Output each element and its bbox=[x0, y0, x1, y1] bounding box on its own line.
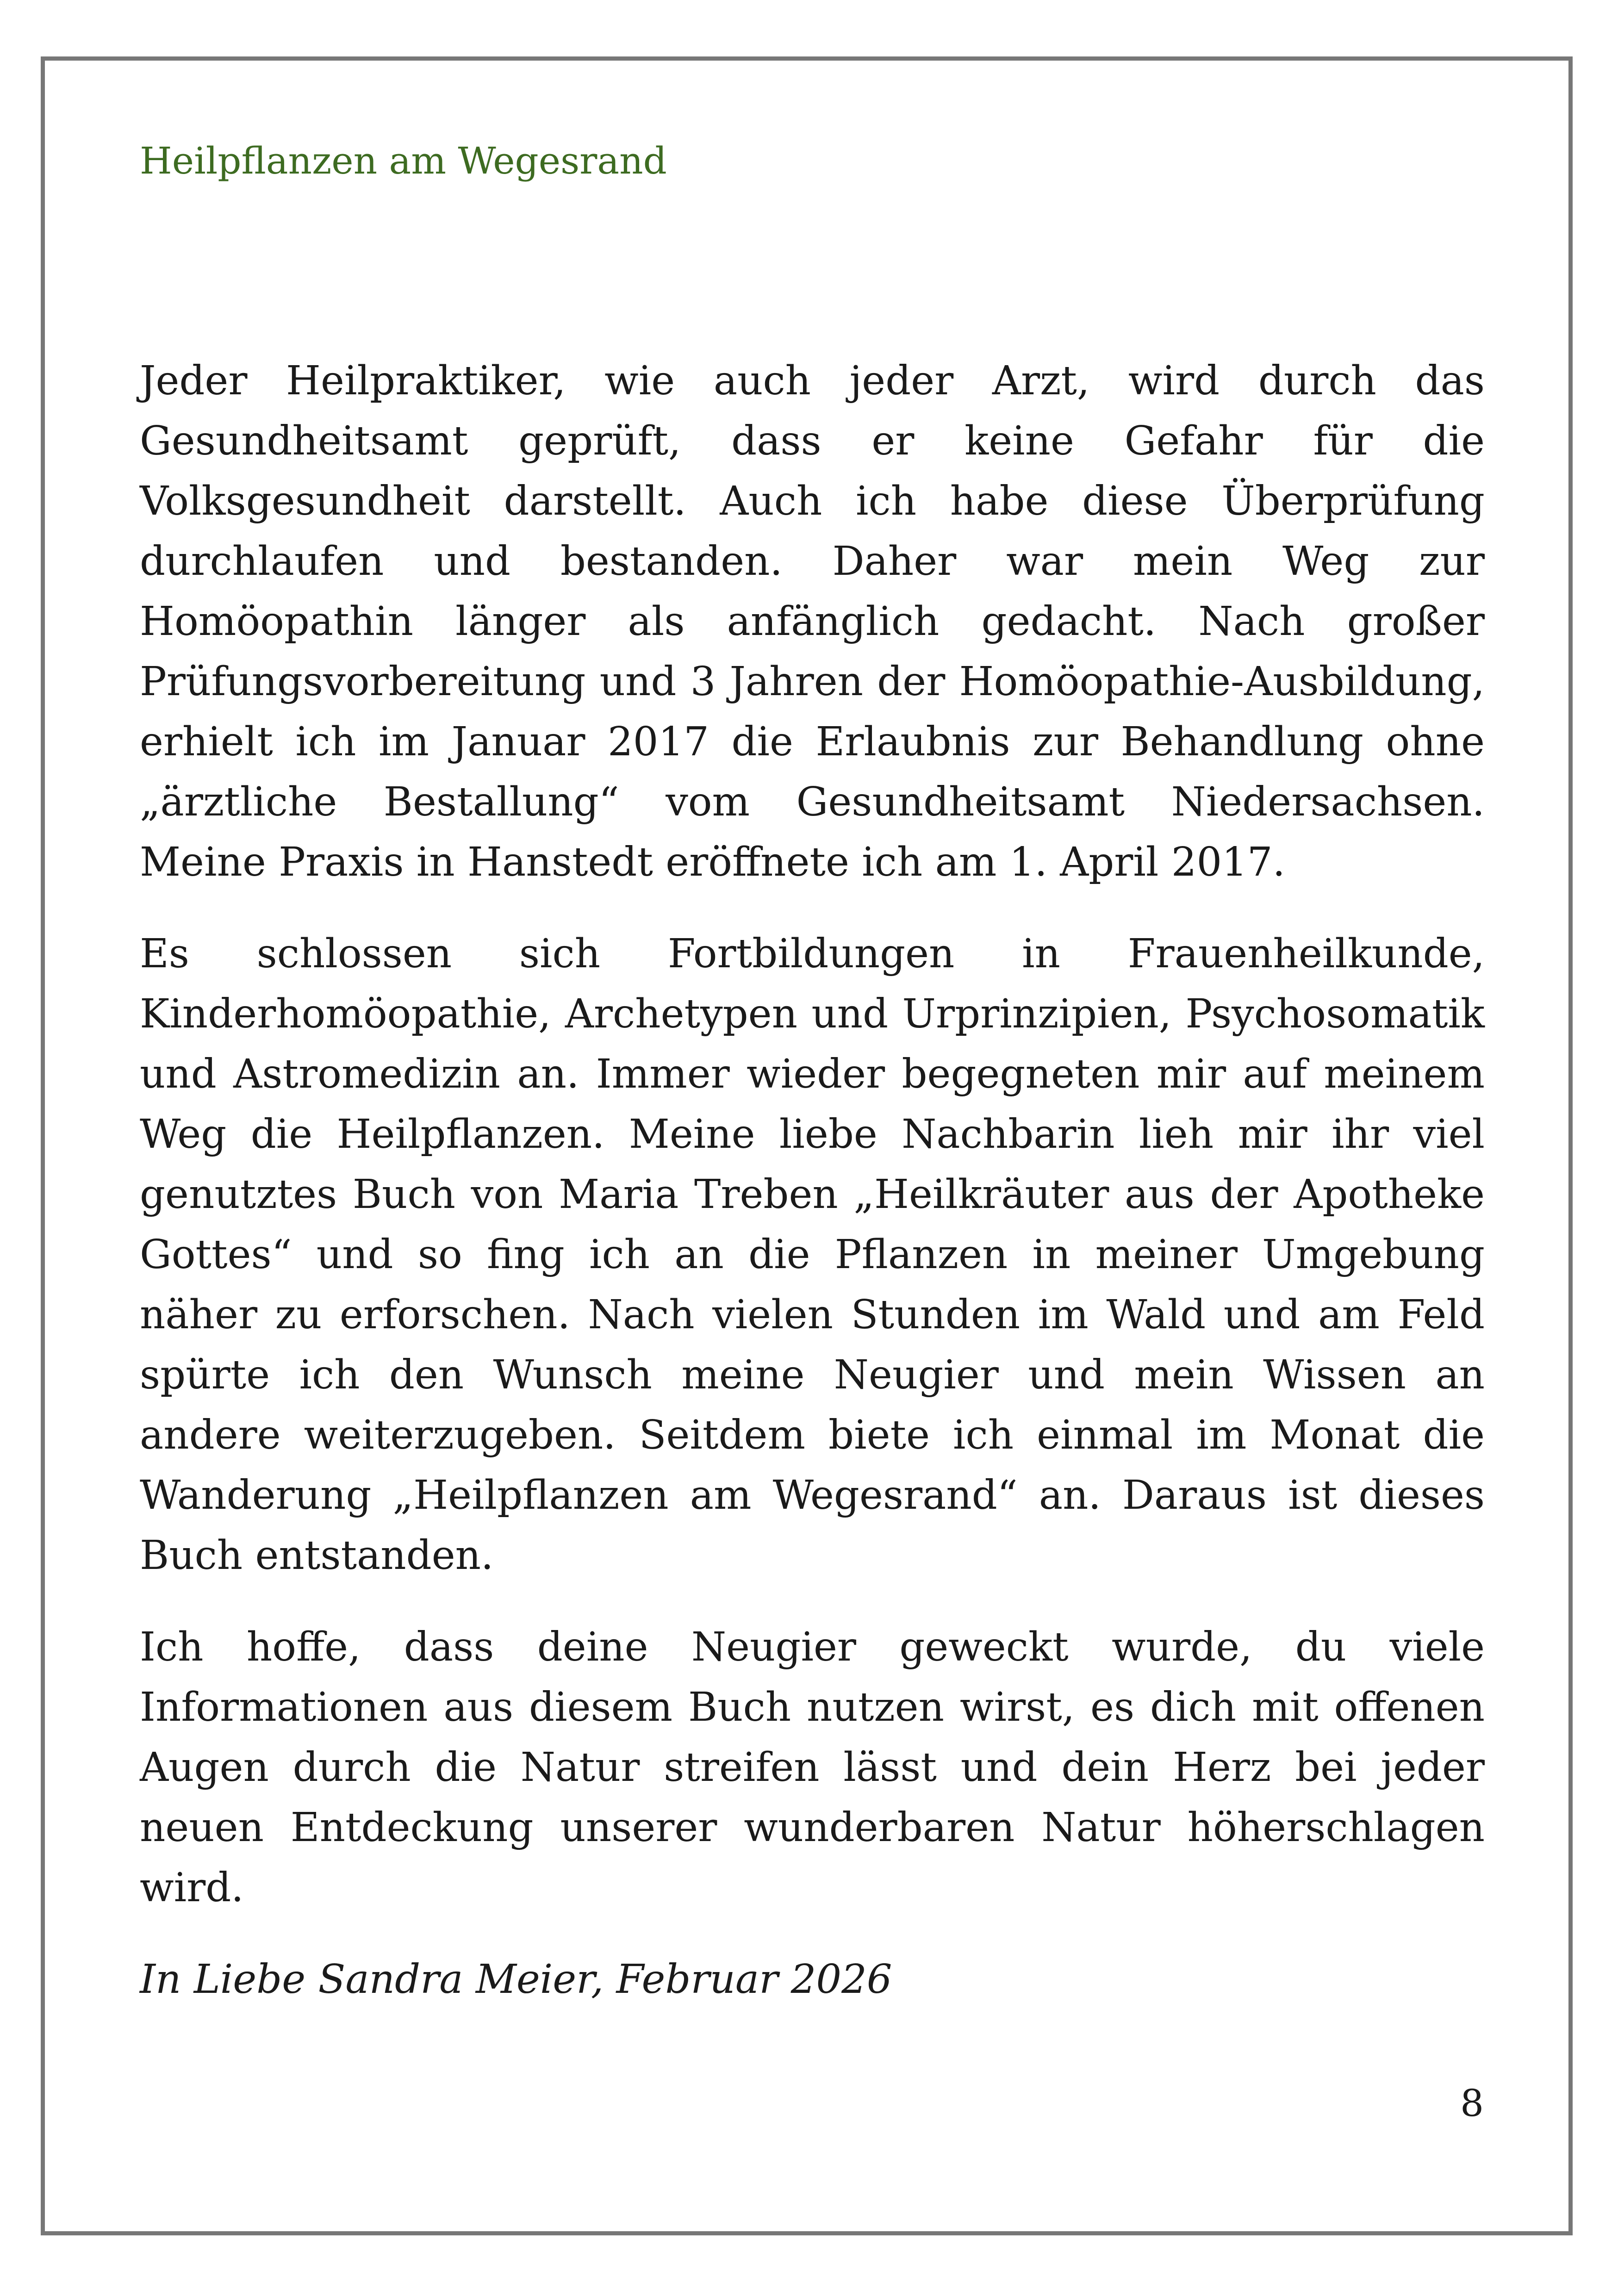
main-text bbox=[140, 351, 1485, 2041]
paragraph-closing-wish: Ich hoffe, dass deine Neugier geweckt wurde, du viele Informationen aus diesem Buch nutzen wirst, es dich mit offenen Augen durch die Natur streifen lässt und dein Herz bei jeder neuen Entdeckung unserer wunderbaren Natur höherschlagen wird. bbox=[140, 1624, 1485, 1911]
page-number: 8 bbox=[1460, 2082, 1484, 2125]
running-header-title: Heilpflanzen am Wegesrand bbox=[140, 139, 667, 182]
paragraph-qualification: Jeder Heilpraktiker, wie auch jeder Arzt, wird durch das Gesundheitsamt geprüft, dass er keine Gefahr für die Volksgesundheit darstellt. Auch ich habe diese Überprüfung durchlaufen und bestanden. Daher war mein Weg zur Homöopathin länger als anfänglich gedacht. Nach großer Prüfungsvorbereitung und 3 Jahren der Homöopathie-Ausbildung, erhielt ich im Januar 2017 die Erlaubnis zur Behandlung ohne „ärztliche Bestallung“ vom Gesundheitsamt Niedersachsen. Meine Praxis in Hanstedt eröffnete ich am 1. April 2017. bbox=[140, 358, 1485, 885]
paragraph-further-training: Es schlossen sich Fortbildungen in Frauenheilkunde, Kinderhomöopathie, Archetypen und Urprinzipien, Psychosomatik und Astromedizin an. Immer wieder begegneten mir auf meinem Weg die Heilpflanzen. Meine liebe Nachbarin lieh mir ihr viel genutztes Buch von Maria Treben „Heilkräuter aus der Apotheke Gottes“ und so fing ich an die Pflanzen in meiner Umgebung näher zu erforschen. Nach vielen Stunden im Wald und am Feld spürte ich den Wunsch meine Neugier und mein Wissen an andere weiterzugeben. Seitdem biete ich einmal im Monat die Wanderung „Heilpflanzen am Wegesrand“ an. Daraus ist dieses Buch entstanden. bbox=[140, 931, 1485, 1579]
author-signature: In Liebe Sandra Meier, Februar 2026 bbox=[140, 1956, 892, 2003]
